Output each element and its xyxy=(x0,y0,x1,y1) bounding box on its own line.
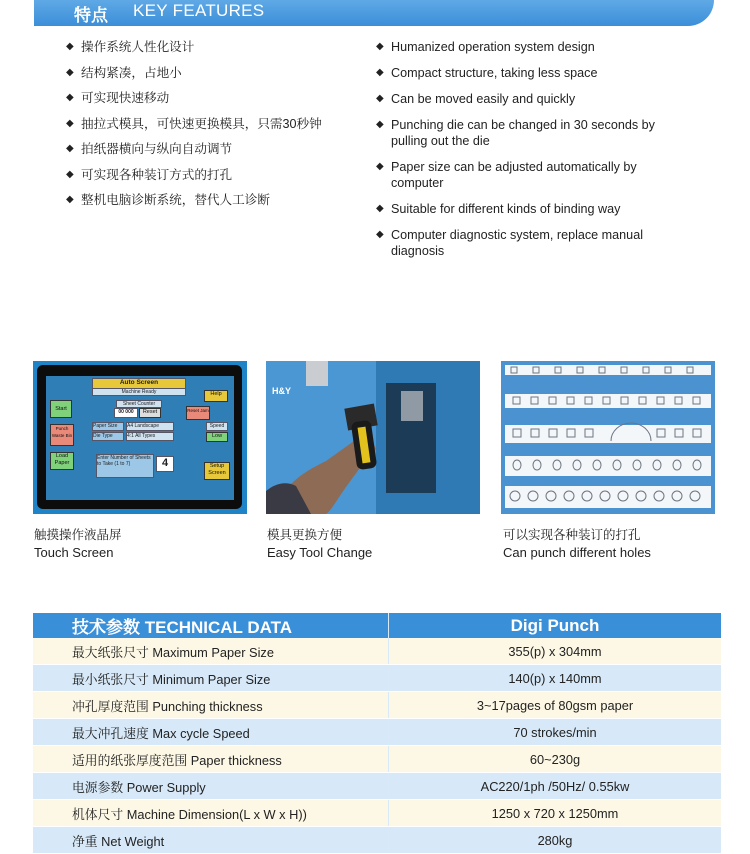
feature-cn-item: ◆ 结构紧凑，占地小 xyxy=(66,65,182,80)
table-row xyxy=(33,665,721,692)
diamond-bullet-icon: ◆ xyxy=(376,119,384,130)
sheets-input-value[interactable]: 4 xyxy=(156,456,174,472)
spec-value: 140(p) x 140mm xyxy=(389,665,722,692)
feature-en-item: ◆ Humanized operation system design xyxy=(376,40,595,54)
spec-label: 最小纸张尺寸 Minimum Paper Size xyxy=(33,665,389,692)
touch-screen-photo xyxy=(33,361,247,514)
key-features-title-en: KEY FEATURES xyxy=(133,1,265,20)
die-type-value[interactable]: 4:1 All Types xyxy=(126,432,174,441)
spec-value: 280kg xyxy=(389,827,722,854)
diamond-bullet-icon: ◆ xyxy=(66,66,74,78)
start-button[interactable]: Start xyxy=(50,400,72,418)
spec-label: 净重 Net Weight xyxy=(33,827,389,854)
table-row xyxy=(33,800,721,827)
caption-en-punch-holes: Can punch different holes xyxy=(503,545,651,560)
diamond-bullet-icon: ◆ xyxy=(66,168,74,180)
reset-button[interactable]: Reset xyxy=(139,408,161,418)
diamond-bullet-icon: ◆ xyxy=(376,229,384,240)
table-header-row xyxy=(33,613,721,638)
table-row xyxy=(33,638,721,665)
table-row xyxy=(33,719,721,746)
spec-label: 电源参数 Power Supply xyxy=(33,773,389,800)
punch-hole-patterns xyxy=(501,361,715,514)
table-row xyxy=(33,773,721,800)
tool-change-photo xyxy=(266,361,480,514)
spec-label: 机体尺寸 Machine Dimension(L x W x H)) xyxy=(33,800,389,827)
table-header-left: 技术参数 TECHNICAL DATA xyxy=(33,613,389,638)
caption-cn-touch-screen: 触摸操作液晶屏 xyxy=(34,528,122,542)
key-features-title-cn: 特点 xyxy=(74,6,108,25)
diamond-bullet-icon: ◆ xyxy=(376,203,384,214)
help-button[interactable]: Help xyxy=(204,390,228,402)
features-en-list xyxy=(376,39,696,269)
load-paper-button[interactable]: Load Paper xyxy=(50,452,74,470)
caption-en-touch-screen: Touch Screen xyxy=(34,545,114,560)
paper-size-label: Paper Size xyxy=(92,422,124,431)
table-row xyxy=(33,827,721,854)
spec-label: 冲孔厚度范围 Punching thickness xyxy=(33,692,389,719)
reset-jam-button[interactable]: Reset Jam xyxy=(186,406,210,420)
caption-cn-punch-holes: 可以实现各种装订的打孔 xyxy=(503,528,641,542)
punch-bin-button[interactable]: Punch Waste Bin xyxy=(50,424,74,446)
lcd-screen xyxy=(37,365,242,509)
speed-button[interactable]: Low xyxy=(206,432,228,442)
spec-label: 最大纸张尺寸 Maximum Paper Size xyxy=(33,638,389,665)
spec-value: 70 strokes/min xyxy=(389,719,722,746)
table-row xyxy=(33,692,721,719)
feature-en-item: ◆ Suitable for different kinds of binding way xyxy=(376,202,621,216)
feature-cn-item: ◆ 可实现快速移动 xyxy=(66,91,170,105)
feature-cn-item: ◆ 整机电脑诊断系统，替代人工诊断 xyxy=(66,193,270,207)
features-cn-list xyxy=(66,39,322,218)
feature-en-item: ◆ Computer diagnostic system, replace manual diagnosis xyxy=(376,228,643,258)
speed-label: Speed xyxy=(206,422,228,431)
spec-value: 1250 x 720 x 1250mm xyxy=(389,800,722,827)
spec-value: 3~17pages of 80gsm paper xyxy=(389,692,722,719)
spec-value: 355(p) x 304mm xyxy=(389,638,722,665)
diamond-bullet-icon: ◆ xyxy=(376,67,384,78)
feature-en-item: ◆ Punching die can be changed in 30 seconds by pulling out the die xyxy=(376,118,655,148)
setup-screen-button[interactable]: Setup Screen xyxy=(204,462,230,480)
hy-logo: H&Y xyxy=(272,386,292,396)
spec-label: 适用的纸张厚度范围 Paper thickness xyxy=(33,746,389,773)
table-row xyxy=(33,746,721,773)
feature-en-item: ◆ Can be moved easily and quickly xyxy=(376,92,576,106)
spec-label: 最大冲孔速度 Max cycle Speed xyxy=(33,719,389,746)
screen-status: Machine Ready xyxy=(92,388,186,396)
paper-size-value[interactable]: A4 Landscape xyxy=(126,422,174,431)
diamond-bullet-icon: ◆ xyxy=(376,93,384,104)
diamond-bullet-icon: ◆ xyxy=(66,194,74,205)
feature-cn-item: ◆ 抽拉式模具，可快速更换模具，只需30秒钟 xyxy=(66,116,322,131)
feature-en-item: ◆ Paper size can be adjusted automatically by computer xyxy=(376,160,637,190)
diamond-bullet-icon: ◆ xyxy=(66,92,74,103)
feature-en-item: ◆ Compact structure, taking less space xyxy=(376,66,598,80)
punch-holes-photo xyxy=(501,361,715,514)
feature-cn-item: ◆ 可实现各种装订方式的打孔 xyxy=(66,167,233,182)
sheet-counter-label: Sheet Counter xyxy=(116,400,162,408)
feature-cn-item: ◆ 拍纸器横向与纵向自动调节 xyxy=(66,142,233,156)
table-header-right: Digi Punch xyxy=(389,613,722,638)
sheet-counter-value: 00 000 xyxy=(114,408,138,418)
spec-value: AC220/1ph /50Hz/ 0.55kw xyxy=(389,773,722,800)
feature-cn-item: ◆ 操作系统人性化设计 xyxy=(66,40,195,54)
diamond-bullet-icon: ◆ xyxy=(66,41,74,52)
tool-change-illustration xyxy=(266,361,480,514)
diamond-bullet-icon: ◆ xyxy=(376,161,384,172)
die-type-label: Die Type xyxy=(92,432,124,441)
diamond-bullet-icon: ◆ xyxy=(376,41,384,52)
spec-value: 60~230g xyxy=(389,746,722,773)
diamond-bullet-icon: ◆ xyxy=(66,117,74,129)
caption-cn-tool-change: 模具更换方便 xyxy=(267,528,343,542)
technical-data-table xyxy=(33,613,721,854)
sheets-input-label: Enter Number of Sheets to Take (1 to 7) xyxy=(96,454,154,478)
caption-en-tool-change: Easy Tool Change xyxy=(267,545,373,560)
screen-title: Auto Screen xyxy=(92,378,186,389)
diamond-bullet-icon: ◆ xyxy=(66,143,74,154)
